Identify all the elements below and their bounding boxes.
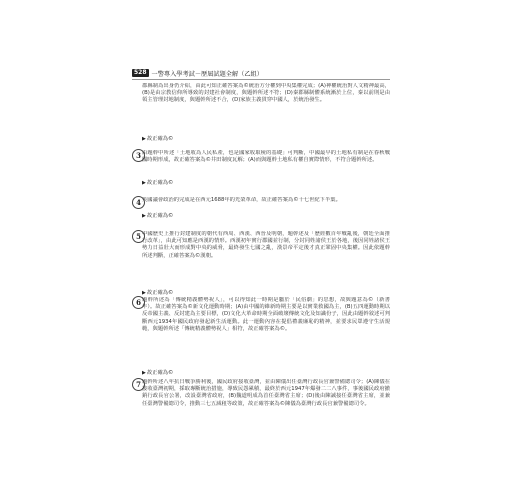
answer-arrow-icon: ▶ xyxy=(142,136,146,142)
question-text: 中國歷史上推行封建制度的朝代有西周、西漢、西晉及明朝，題幹述及「歷經數百年戰亂後，朝廷全面推行改革」，由此可知應是西漢的情形。西漢初年實行郡國並行制，分封同姓諸侯王於各地，後因同姓諸侯王勢力日益壯大而形成對中央的威脅，最終發生七國之亂，漢景帝平定後才真正鞏固中央集權。因此依題幹所述判斷，正確答案為©漢朝。 xyxy=(142,231,390,259)
answer-text: 故正確為© xyxy=(146,370,174,376)
question-number-icon: 6 xyxy=(132,296,145,309)
question-text: 英國議會政治的完成是在西元1688年的光榮革命，故正確答案為©十七世紀下半葉。 xyxy=(142,197,341,203)
answer-line xyxy=(142,213,390,220)
question-number-icon: 5 xyxy=(132,230,145,243)
page-header xyxy=(132,68,263,78)
answer-text: 故正確為© xyxy=(146,180,174,186)
question-number-icon: 7 xyxy=(132,378,145,391)
answer-text: 故正確為© xyxy=(146,213,174,219)
answer-text: 故正確為© xyxy=(146,290,174,296)
intro-text: 郡縣制為出身仍介紹，由此可知正確答案為©統治方分權到中央集權完成；(A)神權統治對人文精神最高，(B)是由宗教信仰所導致的封建社會制度，與題幹所述不符；(D)秦郡縣制體系統漸於上位，秦以前則是由領主管理封地制度，與題幹所述不合，(D)家族主義貫穿中國人，於統治發生。 xyxy=(142,83,390,104)
answer-arrow-icon: ▶ xyxy=(142,370,146,376)
answer-arrow-icon: ▶ xyxy=(142,180,146,186)
question-number-icon: 4 xyxy=(132,196,145,209)
answer-text: 故正確為© xyxy=(146,136,174,142)
answer-arrow-icon: ▶ xyxy=(142,213,146,219)
question-text: 由題幹中所述「土地收為人民私產，也是國家收取稅的基礎」可判斷，中國最早的土地私有制是在春秋戰國時期形成，故正確答案為©井田制度瓦解；(A)而與題幹土地私有權自實際情形，不符合題幹所述。 xyxy=(142,150,390,164)
question-text: 題幹所述為「傳統精義體勢祝人」，可以得知此一時期是屬於「民俗劇」的思想，故與題意為©（新書年）。故正確答案為©新文化運動時期；(A)由中國的維新時期主要是以實業救國為主，(B)五四運動時期以反帝國主義、反封建為主要目標，(D)文化大革命時期全面破壞傳統文化及知識份子，因此由題幹敘述可判斷西元1934年國民政府發起新生活運動。此一運動內容在提倡禮義廉恥的精神，並要求民眾遵守生活規範，與題幹所述「傳統精義體勢祝人」相符，故正確答案為©。 xyxy=(142,297,390,332)
answer-arrow-icon: ▶ xyxy=(142,290,146,296)
page-header-title: 一警專入學考試－歷屆試題全解（乙組） xyxy=(151,70,263,78)
answer-line xyxy=(142,370,390,377)
answer-line xyxy=(142,180,390,187)
answer-line xyxy=(142,136,390,143)
header-divider xyxy=(132,79,390,80)
question-text: 題幹所述八年抗日戰爭勝利後，國民政府接收臺灣，並由陳儀出任臺灣行政長官兼警備總司令；(A)陳儀在接收臺灣初期，採取專斷統治措施，導致民怨累積，最終於西元1947年爆發二二八事件，事後國民政府撤銷行政長官公署，改設臺灣省政府，(B)魏道明成為首任臺灣省主席；(D)後由陳誠接任臺灣省主席，並兼任臺灣警備總司令，推動三七五減租等政策，故正確答案為©陳儀為臺灣行政長官兼警備總司令。 xyxy=(142,379,390,407)
page-number: 528 xyxy=(134,69,147,76)
question-number-icon: 3 xyxy=(132,149,145,162)
